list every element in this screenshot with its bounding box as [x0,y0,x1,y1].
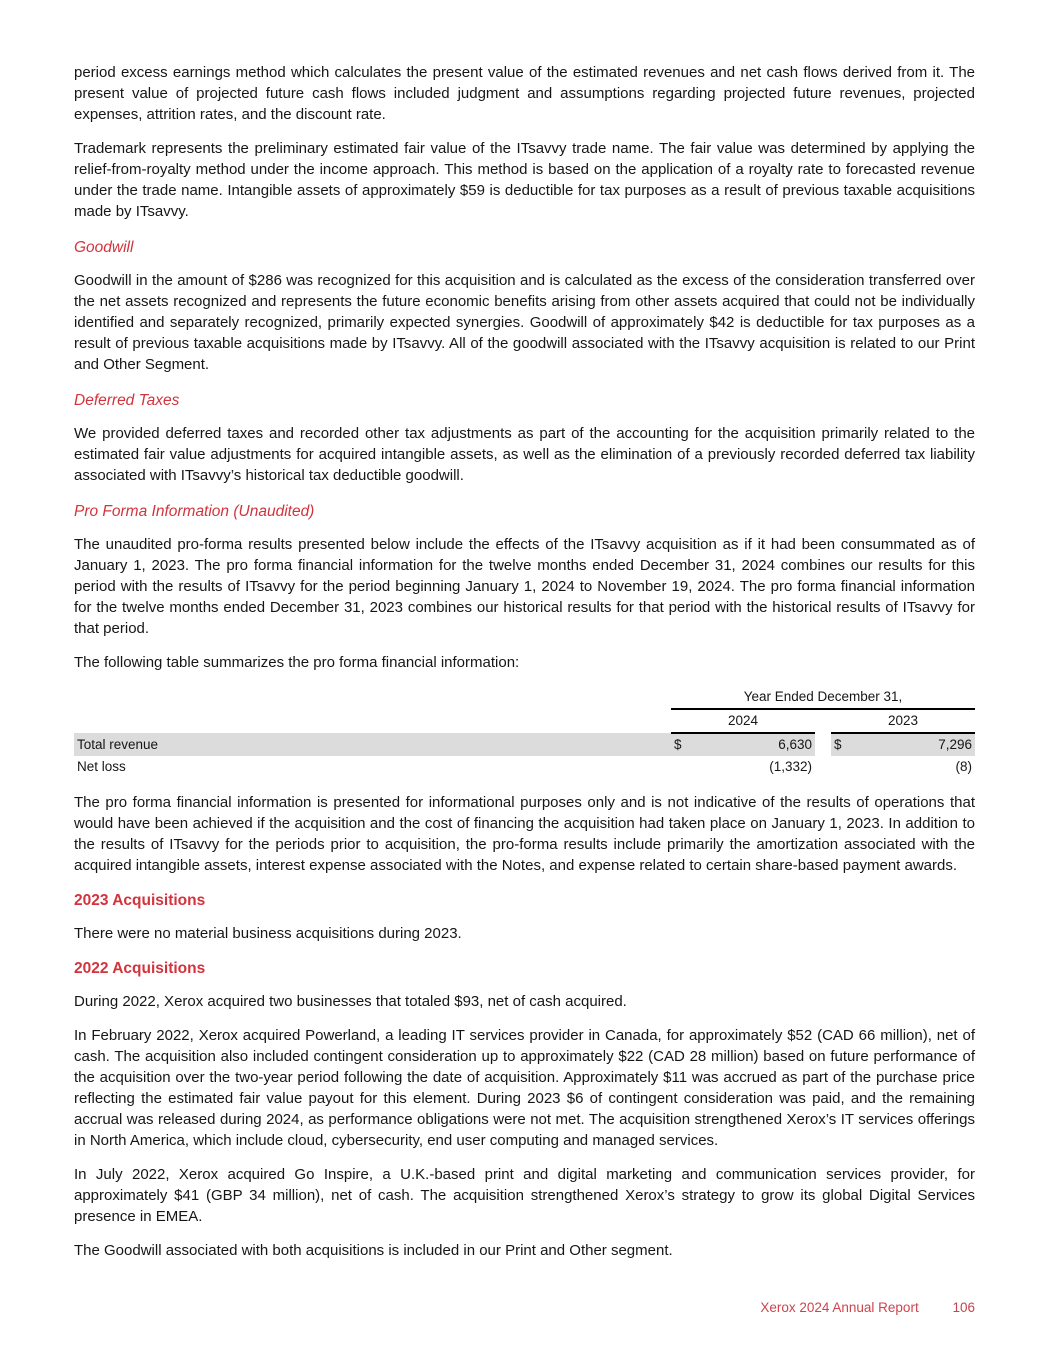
paragraph-pro-forma: The unaudited pro-forma results presented below include the effects of the ITsavvy acquisition as if it had been consummated as of January 1, 2023. The pro forma financial information for the twelve months ended December 31, 2024 combines our results for this period with the results of ITsavvy for the period beginning January 1, 2024 to November 19, 2024. The pro forma financial information for the twelve months ended December 31, 2023 combines our historical results for that period with the historical results of ITsavvy for that period. [74,536,975,637]
paragraph-goodwill: Goodwill in the amount of $286 was recognized for this acquisition and is calculated as the excess of the consideration transferred over the net assets recognized and represents the future economic benefits arising from other assets acquired that could not be individually identified and separately recognized, primarily expected synergies. Goodwill of approximately $42 is deductible for tax purposes as a result of previous taxable acquisitions made by ITsavvy. All of the goodwill associated with the ITsavvy acquisition is related to our Print and Other Segment. [74,272,975,373]
table-col-header-2023: 2023 [831,709,975,733]
table-col-header-2024: 2024 [671,709,815,733]
paragraph-2023-acquisitions: There were no material business acquisitions during 2023. [74,925,462,942]
section-heading-2023-acquisitions: 2023 Acquisitions [74,892,206,909]
footer-page-number: 106 [952,1300,975,1315]
paragraph-go-inspire: In July 2022, Xerox acquired Go Inspire, a U.K.-based print and digital marketing and communication services provider, for approximately $41 (GBP 34 million), net of cash. The acquisition strengthened Xerox’s strategy to grow its global Digital Services presence in EMEA. [74,1166,975,1225]
footer-report-title: Xerox 2024 Annual Report [760,1300,919,1315]
section-heading-pro-forma: Pro Forma Information (Unaudited) [74,503,315,520]
section-heading-goodwill: Goodwill [74,239,134,256]
table-empty-cell [74,686,671,709]
currency-symbol: $ [831,733,859,756]
table-row-net-loss [74,756,975,778]
paragraph-trademark: Trademark represents the preliminary estimated fair value of the ITsavvy trade name. The fair value was determined by applying the relief-from-royalty method under the income approach. This method is based on the application of a royalty rate to forecasted revenue under the trade name. Intangible assets of approximately $59 is deductible for tax purposes as a result of previous taxable acquisitions made by ITsavvy. [74,140,975,220]
table-spacer-cell [815,756,831,778]
value-2024: (1,332) [769,759,812,774]
pro-forma-table [74,686,975,778]
section-heading-deferred-taxes: Deferred Taxes [74,392,180,409]
page-footer [760,1299,975,1317]
row-label: Net loss [77,759,126,774]
table-year-header-row [74,709,975,733]
paragraph-deferred-taxes: We provided deferred taxes and recorded other tax adjustments as part of the accounting for the acquisition primarily related to the estimated fair value adjustments for acquired intangible assets, as well as the elimination of a previously recorded deferred tax liability associated with ITsavvy’s historical tax deductible goodwill. [74,425,975,484]
value-2023: 7,296 [859,733,975,756]
value-2023: (8) [955,759,972,774]
table-spacer-cell [815,733,831,756]
page-content [74,62,975,1274]
table-empty-cell [74,709,671,733]
row-label: Total revenue [74,733,671,756]
table-span-header-row [74,686,975,709]
section-heading-2022-acquisitions: 2022 Acquisitions [74,960,206,977]
currency-symbol [671,756,699,778]
currency-symbol: $ [671,733,699,756]
value-2024: 6,630 [699,733,815,756]
table-span-header: Year Ended December 31, [671,686,975,709]
table-row-total-revenue [74,733,975,756]
paragraph-goodwill-segment: The Goodwill associated with both acquisitions is included in our Print and Other segment. [74,1242,673,1259]
paragraph-pro-forma-note: The pro forma financial information is presented for informational purposes only and is not indicative of the results of operations that would have been achieved if the acquisition and the cost of financing the acquisition had taken place on January 1, 2023. In addition to the results of ITsavvy for the periods prior to acquisition, the pro-forma results include primarily the amortization associated with the acquired intangible assets, interest expense associated with the Notes, and expense related to certain share-based payment awards. [74,794,975,874]
paragraph-2022-acquisitions: During 2022, Xerox acquired two businesses that totaled $93, net of cash acquired. [74,993,627,1010]
paragraph-powerland: In February 2022, Xerox acquired Powerland, a leading IT services provider in Canada, for approximately $52 (CAD 66 million), net of cash. The acquisition also included contingent consideration up to approximately $22 (CAD 28 million) based on future performance of the acquisition over the two-year period following the date of acquisition. Approximately $11 was accrued as part of the purchase price reflecting the estimated fair value payout for this element. During 2023 $6 of contingent consideration was paid, and the remaining accrual was released during 2024, as performance obligations were not met. The acquisition strengthened Xerox’s IT services offerings in North America, which include cloud, cybersecurity, end user computing and managed services. [74,1027,975,1149]
paragraph-excess-earnings: period excess earnings method which calculates the present value of the estimated revenues and net cash flows derived from it. The present value of projected future cash flows included judgment and assumptions regarding projected future revenues, projected expenses, attrition rates, and the discount rate. [74,64,975,123]
paragraph-table-lead: The following table summarizes the pro forma financial information: [74,654,520,671]
table-spacer-cell [815,709,831,733]
currency-symbol [831,756,859,778]
